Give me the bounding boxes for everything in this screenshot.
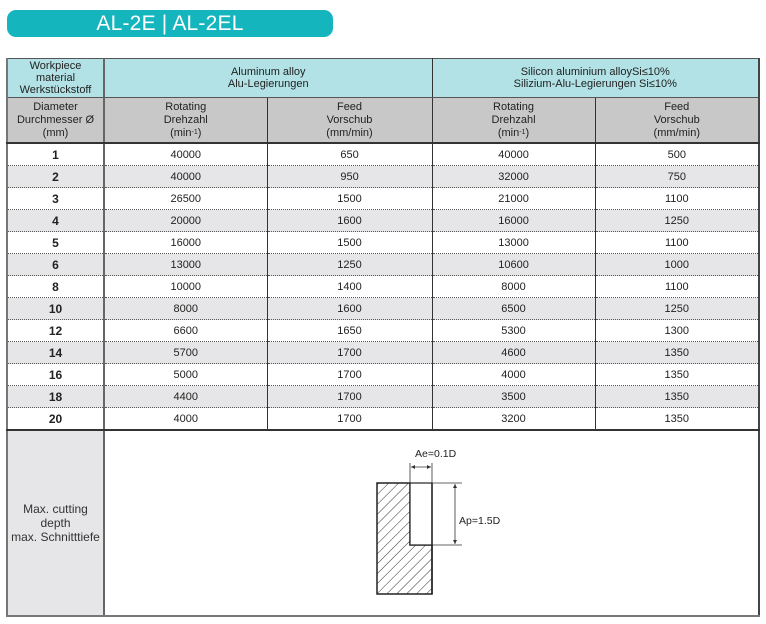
diameter-cell: 20: [7, 408, 104, 431]
header-line: Drehzahl: [163, 113, 208, 126]
al-feed-header: [267, 98, 432, 144]
table-row: [7, 254, 759, 276]
al-rotating-speed-cell: 40000: [104, 166, 267, 188]
si-feed-rate-cell: 750: [595, 166, 759, 188]
cutting-depth-diagram: [367, 445, 507, 605]
unit: ): [197, 126, 202, 139]
table-row: [7, 166, 759, 188]
al-rotating-speed-cell: 6600: [104, 320, 267, 342]
si-rotating-speed-cell: 21000: [432, 188, 595, 210]
al-rotating-speed-cell: 5000: [104, 364, 267, 386]
al-rotating-speed-cell: 5700: [104, 342, 267, 364]
page-title: AL-2E | AL-2EL: [7, 10, 333, 37]
ap-label: Ap=1.5D: [459, 515, 501, 527]
al-rotating-speed-cell: 26500: [104, 188, 267, 210]
diameter-cell: 10: [7, 298, 104, 320]
si-rotating-speed-cell: 40000: [432, 143, 595, 166]
header-line: Werkstückstoff: [19, 84, 92, 96]
diameter-cell: 4: [7, 210, 104, 232]
si-feed-rate-cell: 1100: [595, 276, 759, 298]
header-line: Rotating: [165, 100, 207, 113]
al-feed-rate-cell: 1650: [267, 320, 432, 342]
diameter-cell: 16: [7, 364, 104, 386]
unit-exponent: -1: [519, 128, 526, 136]
si-rotating-speed-cell: 3200: [432, 408, 595, 431]
material-header-row: [7, 59, 759, 98]
diameter-cell: 2: [7, 166, 104, 188]
si-rotating-speed-cell: 5300: [432, 320, 595, 342]
al-rotating-speed-cell: 16000: [104, 232, 267, 254]
al-feed-rate-cell: 650: [267, 143, 432, 166]
table-row: [7, 143, 759, 166]
unit-line: [105, 127, 267, 140]
al-rotating-speed-cell: 4000: [104, 408, 267, 431]
diameter-cell: 1: [7, 143, 104, 166]
unit: (min: [170, 126, 192, 139]
si-rotating-speed-cell: 8000: [432, 276, 595, 298]
unit-line: [433, 127, 595, 140]
header-line: Feed: [664, 100, 690, 113]
si-feed-rate-cell: 1350: [595, 364, 759, 386]
header-line: Rotating: [493, 100, 534, 113]
table-row: [7, 320, 759, 342]
table-row: [7, 232, 759, 254]
diameter-cell: 14: [7, 342, 104, 364]
header-line: Durchmesser Ø: [16, 113, 95, 126]
si-feed-rate-cell: 1300: [595, 320, 759, 342]
si-feed-header: [595, 98, 759, 144]
unit: (min: [497, 126, 520, 139]
material-name-en: Silicon aluminium alloySi≤10%: [520, 66, 670, 78]
si-rotating-speed-cell: 3500: [432, 386, 595, 408]
al-feed-rate-cell: 1500: [267, 232, 432, 254]
unit-line: (mm/min): [653, 126, 700, 139]
si-feed-rate-cell: 1350: [595, 342, 759, 364]
label-line: Max. cutting: [23, 502, 88, 516]
al-rotating-speed-cell: 4400: [104, 386, 267, 408]
ae-label: Ae=0.1D: [415, 448, 457, 460]
table-row: [7, 342, 759, 364]
al-feed-rate-cell: 1600: [267, 210, 432, 232]
si-rotating-speed-cell: 16000: [432, 210, 595, 232]
si-feed-rate-cell: 1350: [595, 386, 759, 408]
si-feed-rate-cell: 500: [595, 143, 759, 166]
table-row: [7, 386, 759, 408]
al-rotating-speed-cell: 13000: [104, 254, 267, 276]
max-cutting-depth-row: [7, 430, 759, 616]
header-line: Feed: [336, 100, 363, 113]
si-rotating-speed-cell: 4000: [432, 364, 595, 386]
table-row: [7, 408, 759, 431]
al-feed-rate-cell: 1700: [267, 342, 432, 364]
si-feed-rate-cell: 1250: [595, 298, 759, 320]
al-feed-rate-cell: 1700: [267, 364, 432, 386]
diameter-cell: 6: [7, 254, 104, 276]
table-row: [7, 364, 759, 386]
table-row: [7, 298, 759, 320]
header-line: Drehzahl: [491, 113, 536, 126]
unit-line: (mm/min): [326, 126, 373, 139]
parameter-header-row: [7, 98, 759, 144]
cutting-depth-diagram-cell: [104, 430, 759, 616]
si-rotating-speed-cell: 10600: [432, 254, 595, 276]
diameter-header: [7, 98, 104, 144]
material-name-de: Alu-Legierungen: [227, 78, 309, 90]
si-feed-rate-cell: 1000: [595, 254, 759, 276]
si-rotating-speed-cell: 32000: [432, 166, 595, 188]
si-feed-rate-cell: 1100: [595, 188, 759, 210]
header-line: material: [35, 72, 76, 84]
si-feed-rate-cell: 1350: [595, 408, 759, 431]
diameter-cell: 12: [7, 320, 104, 342]
max-cutting-depth-label: [7, 430, 104, 616]
label-line: max. Schnitttiefe: [11, 530, 100, 544]
label-line: depth: [40, 516, 71, 530]
header-line: (mm): [42, 126, 69, 139]
diameter-cell: 3: [7, 188, 104, 210]
workpiece-material-header: [7, 59, 104, 98]
al-rotating-header: [104, 98, 267, 144]
al-feed-rate-cell: 1600: [267, 298, 432, 320]
material-name-en: Aluminum alloy: [230, 66, 306, 78]
si-feed-rate-cell: 1100: [595, 232, 759, 254]
si-rotating-header: [432, 98, 595, 144]
header-line: Workpiece: [29, 60, 82, 72]
header-line: Diameter: [33, 100, 78, 113]
al-rotating-speed-cell: 20000: [104, 210, 267, 232]
diameter-cell: 18: [7, 386, 104, 408]
al-feed-rate-cell: 1250: [267, 254, 432, 276]
material-name-de: Silizium-Alu-Legierungen Si≤10%: [513, 78, 677, 90]
si-rotating-speed-cell: 4600: [432, 342, 595, 364]
al-feed-rate-cell: 1700: [267, 408, 432, 431]
al-feed-rate-cell: 1700: [267, 386, 432, 408]
header-line: Vorschub: [326, 113, 373, 126]
al-rotating-speed-cell: 40000: [104, 143, 267, 166]
diameter-cell: 8: [7, 276, 104, 298]
table-row: [7, 276, 759, 298]
silicon-aluminium-alloy-header: [432, 59, 759, 98]
si-feed-rate-cell: 1250: [595, 210, 759, 232]
cutting-parameters-table: [6, 58, 760, 617]
al-feed-rate-cell: 1500: [267, 188, 432, 210]
unit: ): [525, 126, 530, 139]
header-line: Vorschub: [653, 113, 700, 126]
si-rotating-speed-cell: 6500: [432, 298, 595, 320]
diameter-cell: 5: [7, 232, 104, 254]
aluminum-alloy-header: [104, 59, 432, 98]
unit-exponent: -1: [191, 128, 198, 136]
al-rotating-speed-cell: 8000: [104, 298, 267, 320]
si-rotating-speed-cell: 13000: [432, 232, 595, 254]
table-row: [7, 188, 759, 210]
table-row: [7, 210, 759, 232]
al-rotating-speed-cell: 10000: [104, 276, 267, 298]
al-feed-rate-cell: 1400: [267, 276, 432, 298]
al-feed-rate-cell: 950: [267, 166, 432, 188]
